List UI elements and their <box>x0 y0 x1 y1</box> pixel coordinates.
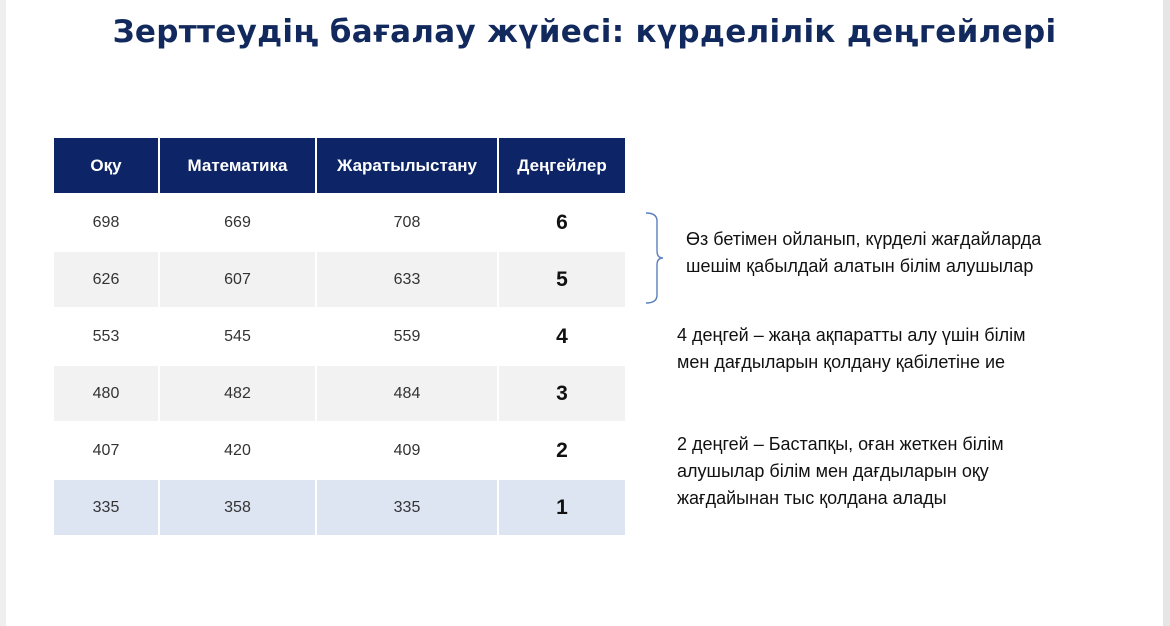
header-math: Математика <box>159 138 316 194</box>
cell-reading: 626 <box>54 251 159 308</box>
cell-math: 545 <box>159 308 316 365</box>
header-science: Жаратылыстану <box>316 138 498 194</box>
cell-math: 420 <box>159 422 316 479</box>
cell-level: 1 <box>498 479 625 535</box>
cell-math: 358 <box>159 479 316 535</box>
cell-math: 669 <box>159 194 316 251</box>
cell-science: 559 <box>316 308 498 365</box>
note-levels-5-6: Өз бетімен ойланып, күрделі жағдайларда шешім қабылдай алатын білім алушылар <box>686 229 1042 276</box>
cell-science: 409 <box>316 422 498 479</box>
table-row <box>54 479 625 535</box>
cell-level: 3 <box>498 365 625 422</box>
header-reading: Оқу <box>54 138 159 194</box>
cell-reading: 698 <box>54 194 159 251</box>
cell-reading: 553 <box>54 308 159 365</box>
slide-title: Зерттеудің бағалау жүйесі: күрделілік деңгейлері <box>112 14 1057 50</box>
cell-science: 484 <box>316 365 498 422</box>
table-row <box>54 251 625 308</box>
cell-science: 633 <box>316 251 498 308</box>
table-header-row <box>54 138 625 194</box>
header-levels: Деңгейлер <box>498 138 625 194</box>
cell-reading: 407 <box>54 422 159 479</box>
cell-science: 708 <box>316 194 498 251</box>
cell-reading: 480 <box>54 365 159 422</box>
window-edge <box>1163 0 1170 626</box>
note-level-4: 4 деңгей – жаңа ақпаратты алу үшін білім мен дағдыларын қолдану қабілетіне ие <box>677 325 1026 372</box>
cell-reading: 335 <box>54 479 159 535</box>
note-level-2: 2 деңгей – Бастапқы, оған жеткен білім алушылар білім мен дағдыларын оқу жағдайынан тыс қолдана алады <box>677 434 1004 508</box>
table-row <box>54 308 625 365</box>
table-row <box>54 194 625 251</box>
right-brace-icon <box>644 211 664 305</box>
cell-level: 2 <box>498 422 625 479</box>
table-row <box>54 365 625 422</box>
levels-table <box>54 138 625 535</box>
cell-level: 4 <box>498 308 625 365</box>
cell-math: 607 <box>159 251 316 308</box>
table-row <box>54 422 625 479</box>
cell-level: 5 <box>498 251 625 308</box>
cell-level: 6 <box>498 194 625 251</box>
cell-math: 482 <box>159 365 316 422</box>
cell-science: 335 <box>316 479 498 535</box>
